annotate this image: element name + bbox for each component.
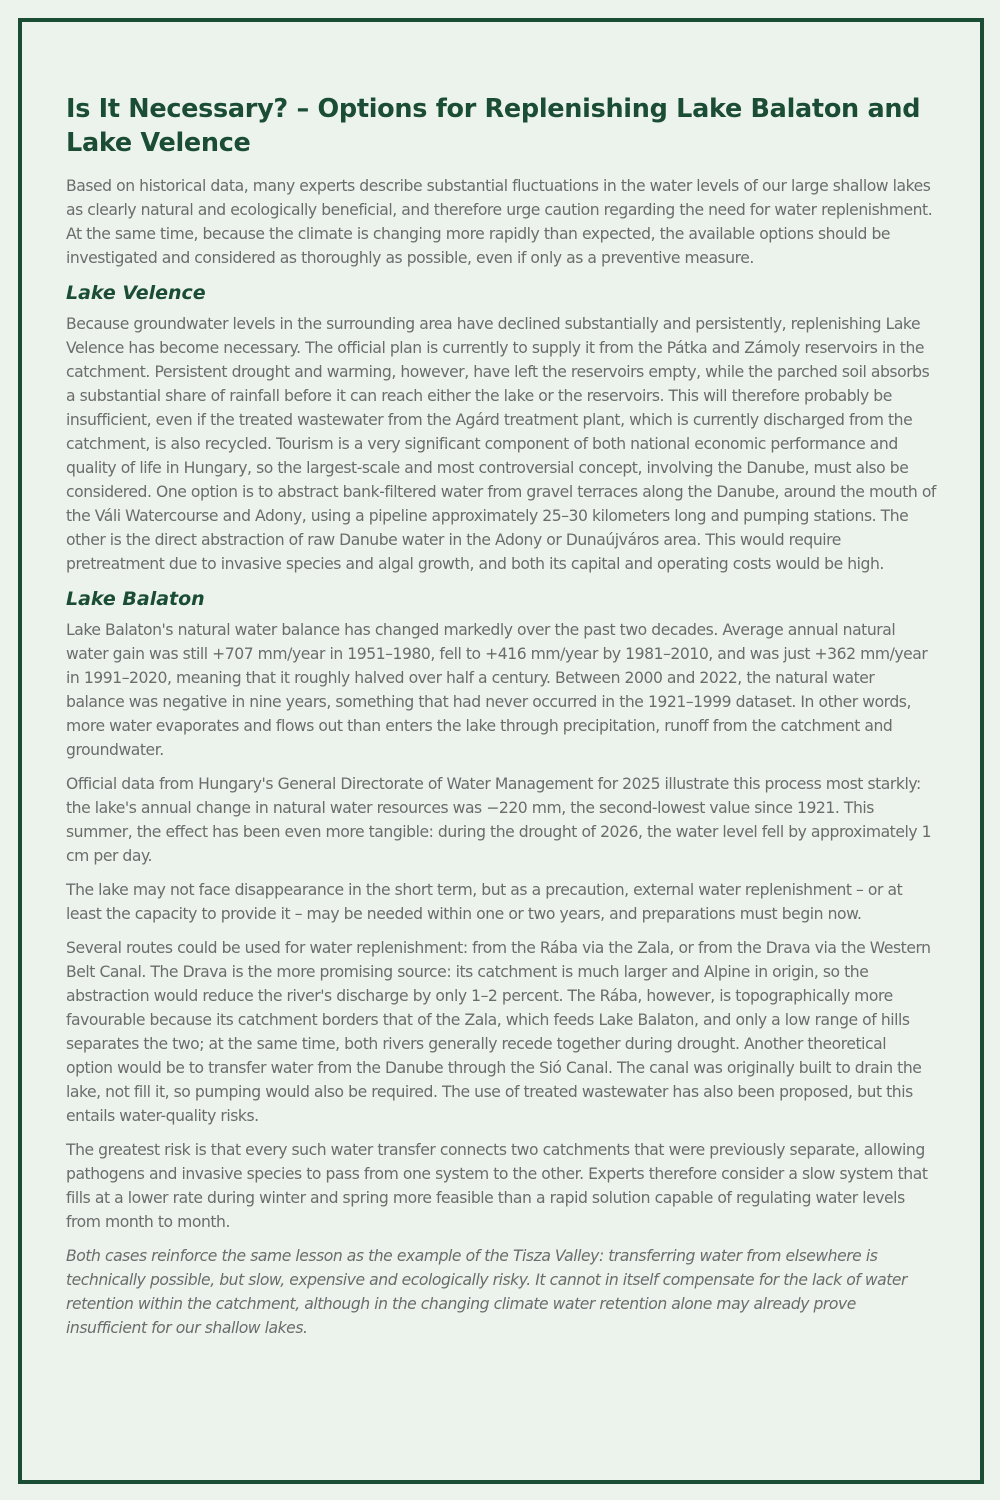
page-title: Is It Necessary? – Options for Replenishing Lake Balaton and Lake Velence [66, 94, 921, 158]
section-heading-balaton: Lake Balaton [66, 588, 205, 610]
balaton-paragraph: Official data from Hungary's General Directorate of Water Management for 2025 illustrate this process most starkly: the lake's annual change in natural water resources was −220 mm, the second-lowest value since 1921. This summer, the effect has been even more tangible: during the drought of 2026, the water level fell by approximately 1 cm per day. [66, 775, 932, 865]
conclusion-paragraph: Both cases reinforce the same lesson as the example of the Tisza Valley: transferring water from elsewhere is technically possible, but slow, expensive and ecologically risky. It cannot in itself compensate for the lack of water retention within the catchment, although in the changing climate water retention alone may already prove insufficient for our shallow lakes. [66, 1247, 908, 1337]
balaton-paragraph: Lake Balaton's natural water balance has changed markedly over the past two decades. Average annual natural water gain was still +707 mm/year in 1951–1980, fell to +416 mm/year by 1981–2010, and was just +362 mm/year in 1991–2020, meaning that it roughly halved over half a century. Between 2000 and 2022, the natural water balance was negative in nine years, something that had never occurred in the 1921–1999 dataset. In other words, more water evaporates and flows out than enters the lake through precipitation, runoff from the catchment and groundwater. [66, 621, 928, 759]
balaton-paragraph: The greatest risk is that every such water transfer connects two catchments that were previously separate, allowing pathogens and invasive species to pass from one system to the other. Experts therefore consider a slow system that fills at a lower rate during winter and spring more feasible than a rapid solution capable of regulating water levels from month to month. [66, 1141, 928, 1231]
balaton-paragraph: The lake may not face disappearance in the short term, but as a precaution, external water replenishment – or at least the capacity to provide it – may be needed within one or two years, and preparations must begin now. [66, 881, 903, 923]
velence-paragraph: Because groundwater levels in the surrounding area have declined substantially and persistently, replenishing Lake Velence has become necessary. The official plan is currently to supply it from the Pátka and Zámoly reservoirs in the catchment. Persistent drought and warming, however, have left the reservoirs empty, while the parched soil absorbs a substantial share of rainfall before it can reach either the lake or the reservoirs. This will therefore probably be insufficient, even if the treated wastewater from the Agárd treatment plant, which is currently discharged from the catchment, is also recycled. Tourism is a very significant component of both national economic performance and quality of life in Hungary, so the largest-scale and most controversial concept, involving the Danube, must also be considered. One option is to abstract bank-filtered water from gravel terraces along the Danube, around the mouth of the Váli Watercourse and Adony, using a pipeline approximately 25–30 kilometers long and pumping stations. The other is the direct abstraction of raw Danube water in the Adony or Dunaújváros area. This would require pretreatment due to invasive species and algal growth, and both its capital and operating costs would be high. [66, 315, 936, 573]
intro-paragraph: Based on historical data, many experts describe substantial fluctuations in the water levels of our large shallow lakes as clearly natural and ecologically beneficial, and therefore urge caution regarding the need for water replenishment. At the same time, because the climate is changing more rapidly than expected, the available options should be investigated and considered as thoroughly as possible, even if only as a preventive measure. [66, 177, 933, 267]
section-heading-velence: Lake Velence [66, 282, 206, 304]
article [66, 92, 936, 1350]
balaton-paragraph: Several routes could be used for water replenishment: from the Rába via the Zala, or from the Drava via the Western Belt Canal. The Drava is the more promising source: its catchment is much larger and Alpine in origin, so the abstraction would reduce the river's discharge by only 1–2 percent. The Rába, however, is topographically more favourable because its catchment borders that of the Zala, which feeds Lake Balaton, and only a low range of hills separates the two; at the same time, both rivers generally recede together during drought. Another theoretical option would be to transfer water from the Danube through the Sió Canal. The canal was originally built to drain the lake, not fill it, so pumping would also be required. The use of treated wastewater has also been proposed, but this entails water-quality risks. [66, 939, 931, 1125]
